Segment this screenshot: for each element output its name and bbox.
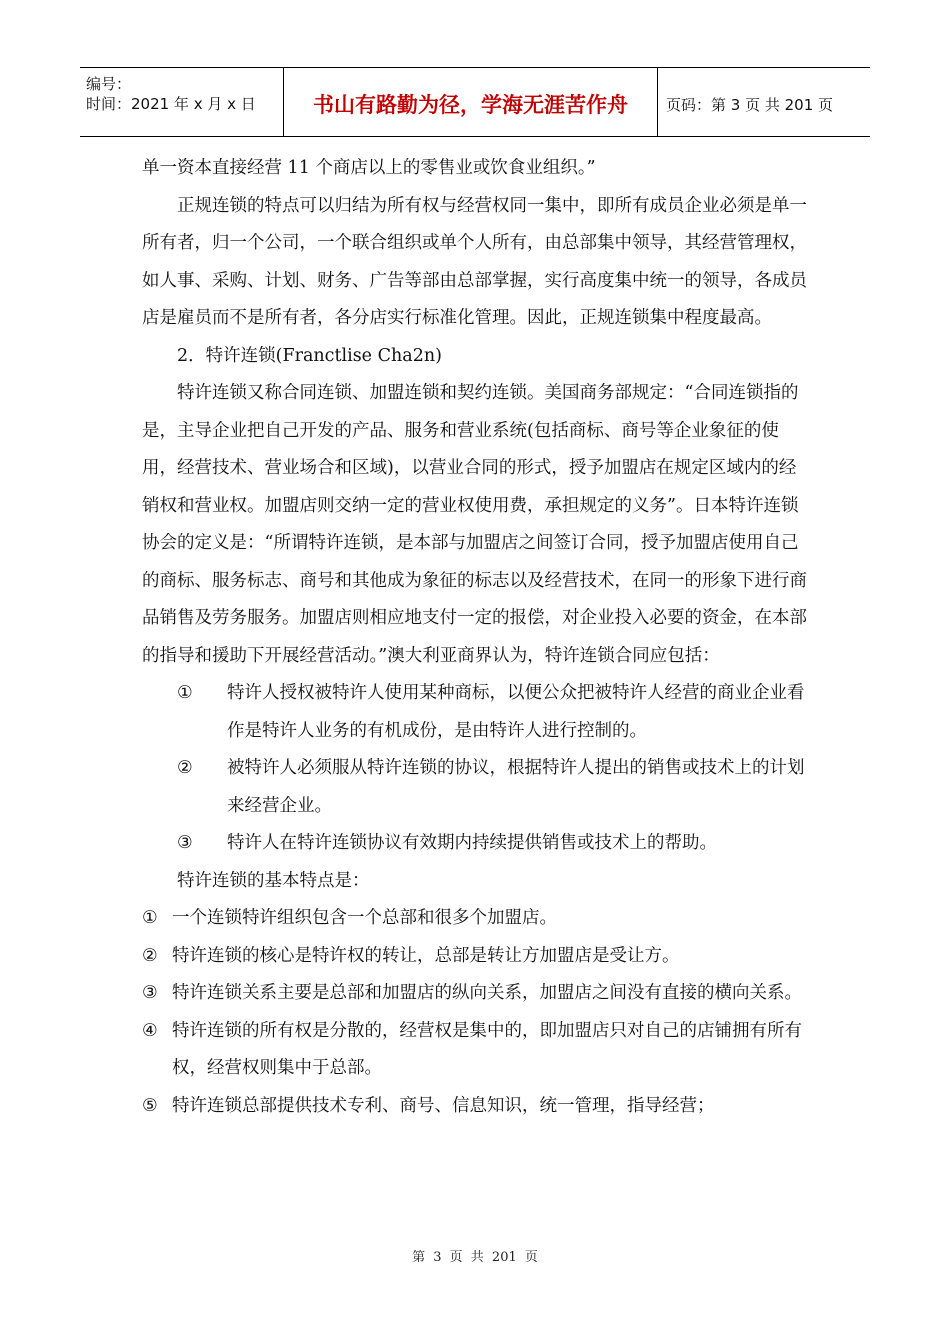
list-marker: ②: [142, 945, 158, 966]
header-meta: [80, 68, 283, 136]
contract-item-1: [142, 675, 812, 750]
list-marker: ③: [142, 983, 158, 1003]
feature-item-1: [142, 900, 812, 938]
header-page-label: 页码：第 3 页 共 201 页: [666, 95, 834, 114]
list-marker: ①: [177, 683, 193, 703]
page-header: [80, 67, 870, 137]
list-item-text: 特许连锁的核心是特许权的转让，总部是转让方加盟店是受让方。: [172, 945, 680, 966]
paragraph-2: 正规连锁的特点可以归结为所有权与经营权同一集中，即所有成员企业必须是单一所有者，归一个公司，一个联合组织或单个人所有，由总部集中领导，其经营管理权，如人事、采购、计划、财务、广告等部由总部掌握，实行高度集中统一的领导，各成员店是雇员而不是所有者，各分店实行标准化管理。因此，正规连锁集中程度最高。: [142, 195, 807, 328]
list-marker: ③: [177, 833, 193, 853]
paragraph-3: 特许连锁又称合同连锁、加盟连锁和契约连锁。美国商务部规定：“合同连锁指的是，主导企业把自己开发的产品、服务和营业系统(包括商标、商号等企业象征的使用，经营技术、营业场合和区域)，以营业合同的形式，授予加盟店在规定区域内的经销权和营业权。加盟店则交纳一定的营业权使用费，承担规定的义务”。日本特许连锁协会的定义是：“所谓特许连锁，是本部与加盟店之间签订合同，授予加盟店使用自己的商标、服务标志、商号和其他成为象征的标志以及经营技术，在同一的形象下进行商品销售及劳务服务。加盟店则相应地支付一定的报偿，对企业投入必要的资金，在本部的指导和援助下开展经营活动。”澳大利亚商界认为，特许连锁合同应包括：: [142, 383, 807, 666]
contract-item-2: [142, 750, 812, 825]
list-marker: ②: [177, 758, 193, 778]
time-label: 时间：2021 年 x 月 x 日: [86, 95, 256, 113]
list-marker: ④: [142, 1020, 158, 1041]
section-heading-2: 2．特许连锁(Franctlise Cha2n): [177, 345, 442, 366]
list-item-text: 一个连锁特许组织包含一个总部和很多个加盟店。: [172, 908, 557, 928]
list-marker: ①: [142, 908, 158, 928]
list-item-text: 特许人授权被特许人使用某种商标，以便公众把被特许人经营的商业企业看作是特许人业务的有机成份，是由特许人进行控制的。: [227, 683, 805, 741]
list-item-text: 特许连锁关系主要是总部和加盟店的纵向关系，加盟店之间没有直接的横向关系。: [172, 983, 802, 1003]
feature-item-4: [142, 1013, 812, 1088]
contract-item-3: [142, 825, 812, 863]
list-marker: ⑤: [142, 1095, 158, 1116]
feature-item-3: [142, 975, 812, 1013]
list-item-text: 被特许人必须服从特许连锁的协议，根据特许人提出的销售或技术上的计划来经营企业。: [227, 758, 805, 816]
number-label: 编号：: [86, 75, 132, 93]
paragraph-1: 单一资本直接经营 11 个商店以上的零售业或饮食业组织。”: [142, 158, 596, 178]
list-item-text: 特许连锁总部提供技术专利、商号、信息知识，统一管理，指导经营；: [172, 1095, 715, 1116]
features-heading: 特许连锁的基本特点是：: [177, 870, 370, 891]
page-footer: 第 3 页 共 201 页: [412, 1250, 538, 1265]
document-body: [142, 150, 812, 1125]
list-item-text: 特许连锁的所有权是分散的，经营权是集中的，即加盟店只对自己的店铺拥有所有权，经营权则集中于总部。: [172, 1020, 802, 1078]
list-item-text: 特许人在特许连锁协议有效期内持续提供销售或技术上的帮助。: [227, 833, 717, 853]
header-motto: 书山有路勤为径，学海无涯苦作舟: [283, 68, 658, 136]
feature-item-5: [142, 1088, 812, 1126]
feature-item-2: [142, 938, 812, 976]
